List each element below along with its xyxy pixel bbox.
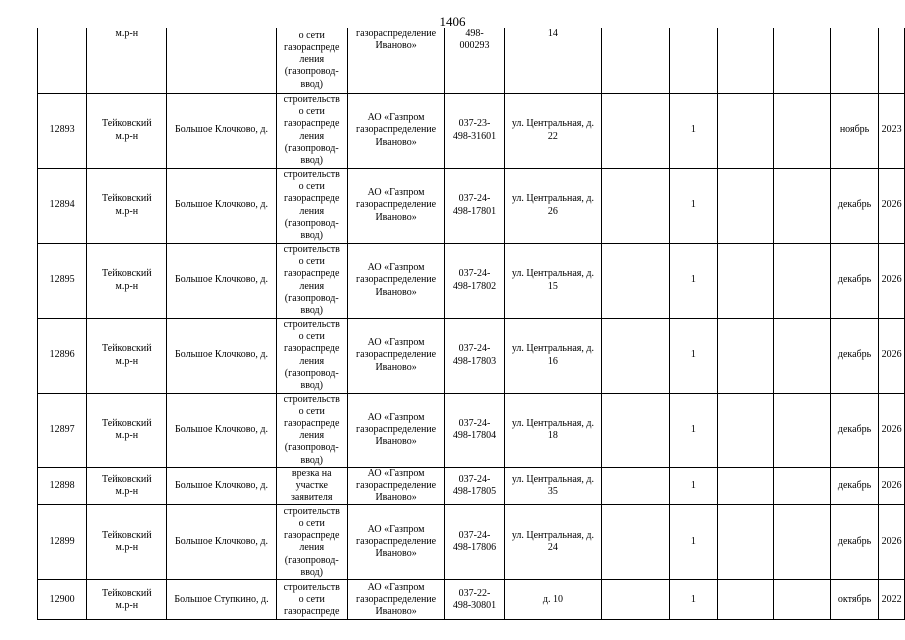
table-row xyxy=(38,93,905,168)
cell-empty xyxy=(773,318,830,393)
cell-locality: Большое Ступкино, д. xyxy=(167,580,276,620)
cell-organization: АО «Газпром газораспределение Иваново» xyxy=(347,580,445,620)
cell-month xyxy=(830,28,878,93)
cell-number: 12894 xyxy=(38,168,87,243)
cell-quantity: 1 xyxy=(670,318,717,393)
cell-code: 037-24- 498-17801 xyxy=(445,168,504,243)
cell-organization: АО «Газпром газораспределение Иваново» xyxy=(347,168,445,243)
cell-organization: АО «Газпром газораспределение Иваново» xyxy=(347,393,445,467)
cell-work-type: строительств о сети газораспреде xyxy=(276,580,347,620)
cell-code: 037-24- 498-17802 xyxy=(445,243,504,318)
cell-work-type: врезка на участке заявителя xyxy=(276,467,347,505)
cell-month: декабрь xyxy=(830,393,878,467)
cell-district: Тейковский м.р-н xyxy=(87,318,167,393)
table-row xyxy=(38,393,905,467)
cell-empty xyxy=(717,318,773,393)
cell-organization: АО «Газпром газораспределение Иваново» xyxy=(347,467,445,505)
cell-empty xyxy=(773,243,830,318)
cell-district: Тейковский м.р-н xyxy=(87,580,167,620)
table-row xyxy=(38,243,905,318)
cell-empty xyxy=(773,580,830,620)
cell-locality: Большое Клочково, д. xyxy=(167,393,276,467)
cell-year: 2023 xyxy=(879,93,905,168)
cell-empty xyxy=(773,467,830,505)
cell-code: 037-22- 498-30801 xyxy=(445,580,504,620)
cell-address: ул. Центральная, д. 16 xyxy=(504,318,602,393)
cell-empty xyxy=(773,168,830,243)
cell-month: декабрь xyxy=(830,505,878,580)
cell-quantity xyxy=(670,28,717,93)
cell-number: 12898 xyxy=(38,467,87,505)
cell-month: октябрь xyxy=(830,580,878,620)
cell-empty xyxy=(717,467,773,505)
cell-district: м.р-н xyxy=(87,28,167,93)
cell-month: декабрь xyxy=(830,318,878,393)
cell-empty xyxy=(773,505,830,580)
cell-address: ул. Центральная, д. 22 xyxy=(504,93,602,168)
cell-year: 2022 xyxy=(879,580,905,620)
cell-code: 037-24- 498-17805 xyxy=(445,467,504,505)
cell-month: декабрь xyxy=(830,467,878,505)
cell-address: ул. Центральная, д. 35 xyxy=(504,467,602,505)
cell-empty xyxy=(602,318,670,393)
cell-year xyxy=(879,28,905,93)
cell-address: д. 10 xyxy=(504,580,602,620)
cell-locality xyxy=(167,28,276,93)
cell-number: 12900 xyxy=(38,580,87,620)
cell-district: Тейковский м.р-н xyxy=(87,168,167,243)
cell-number: 12893 xyxy=(38,93,87,168)
cell-locality: Большое Клочково, д. xyxy=(167,168,276,243)
gas-connection-table xyxy=(37,28,905,620)
cell-district: Тейковский м.р-н xyxy=(87,243,167,318)
cell-year: 2026 xyxy=(879,393,905,467)
cell-empty xyxy=(602,505,670,580)
cell-empty xyxy=(602,580,670,620)
cell-empty xyxy=(717,580,773,620)
cell-district: Тейковский м.р-н xyxy=(87,505,167,580)
cell-empty xyxy=(773,93,830,168)
cell-locality: Большое Клочково, д. xyxy=(167,467,276,505)
cell-organization: газораспределение Иваново» xyxy=(347,28,445,93)
cell-organization: АО «Газпром газораспределение Иваново» xyxy=(347,93,445,168)
cell-work-type: строительств о сети газораспреде ления (газопровод- ввод) xyxy=(276,93,347,168)
table-row xyxy=(38,318,905,393)
cell-empty xyxy=(717,93,773,168)
cell-quantity: 1 xyxy=(670,505,717,580)
table-row xyxy=(38,168,905,243)
cell-address: ул. Центральная, д. 15 xyxy=(504,243,602,318)
cell-empty xyxy=(773,393,830,467)
cell-empty xyxy=(602,93,670,168)
cell-work-type: строительств о сети газораспреде ления (газопровод- ввод) xyxy=(276,318,347,393)
cell-address: ул. Центральная, д. 18 xyxy=(504,393,602,467)
cell-district: Тейковский м.р-н xyxy=(87,393,167,467)
page-number: 1406 xyxy=(439,14,466,29)
cell-locality: Большое Клочково, д. xyxy=(167,505,276,580)
cell-work-type: о сети газораспреде ления (газопровод- ввод) xyxy=(276,28,347,93)
cell-quantity: 1 xyxy=(670,168,717,243)
cell-code: 037-24- 498-17804 xyxy=(445,393,504,467)
cell-empty xyxy=(602,168,670,243)
cell-code: 037-24- 498-17803 xyxy=(445,318,504,393)
table-row xyxy=(38,580,905,620)
cell-quantity: 1 xyxy=(670,243,717,318)
cell-year: 2026 xyxy=(879,318,905,393)
cell-year: 2026 xyxy=(879,243,905,318)
cell-locality: Большое Клочково, д. xyxy=(167,318,276,393)
cell-month: ноябрь xyxy=(830,93,878,168)
cell-quantity: 1 xyxy=(670,93,717,168)
cell-organization: АО «Газпром газораспределение Иваново» xyxy=(347,318,445,393)
cell-quantity: 1 xyxy=(670,393,717,467)
cell-number: 12895 xyxy=(38,243,87,318)
cell-empty xyxy=(717,505,773,580)
cell-organization: АО «Газпром газораспределение Иваново» xyxy=(347,505,445,580)
table-row-continued xyxy=(38,28,905,93)
cell-number xyxy=(38,28,87,93)
cell-district: Тейковский м.р-н xyxy=(87,467,167,505)
cell-address: ул. Центральная, д. 24 xyxy=(504,505,602,580)
cell-number: 12896 xyxy=(38,318,87,393)
cell-organization: АО «Газпром газораспределение Иваново» xyxy=(347,243,445,318)
cell-work-type: строительств о сети газораспреде ления (газопровод- ввод) xyxy=(276,393,347,467)
cell-empty xyxy=(602,393,670,467)
cell-empty xyxy=(717,393,773,467)
cell-year: 2026 xyxy=(879,505,905,580)
cell-month: декабрь xyxy=(830,168,878,243)
table-row xyxy=(38,467,905,505)
cell-empty xyxy=(773,28,830,93)
cell-code: 037-24- 498-17806 xyxy=(445,505,504,580)
cell-empty xyxy=(717,243,773,318)
cell-month: декабрь xyxy=(830,243,878,318)
cell-empty xyxy=(602,243,670,318)
cell-number: 12899 xyxy=(38,505,87,580)
cell-quantity: 1 xyxy=(670,580,717,620)
cell-number: 12897 xyxy=(38,393,87,467)
cell-work-type: строительств о сети газораспреде ления (газопровод- ввод) xyxy=(276,243,347,318)
cell-quantity: 1 xyxy=(670,467,717,505)
cell-empty xyxy=(602,28,670,93)
cell-empty xyxy=(717,28,773,93)
cell-empty xyxy=(602,467,670,505)
cell-address: ул. Центральная, д. 26 xyxy=(504,168,602,243)
cell-work-type: строительств о сети газораспреде ления (газопровод- ввод) xyxy=(276,168,347,243)
cell-address: 14 xyxy=(504,28,602,93)
table-row xyxy=(38,505,905,580)
cell-code: 037-23- 498-31601 xyxy=(445,93,504,168)
cell-year: 2026 xyxy=(879,168,905,243)
cell-year: 2026 xyxy=(879,467,905,505)
cell-district: Тейковский м.р-н xyxy=(87,93,167,168)
cell-work-type: строительств о сети газораспреде ления (газопровод- ввод) xyxy=(276,505,347,580)
cell-code: 498- 000293 xyxy=(445,28,504,93)
cell-locality: Большое Клочково, д. xyxy=(167,93,276,168)
cell-locality: Большое Клочково, д. xyxy=(167,243,276,318)
cell-empty xyxy=(717,168,773,243)
